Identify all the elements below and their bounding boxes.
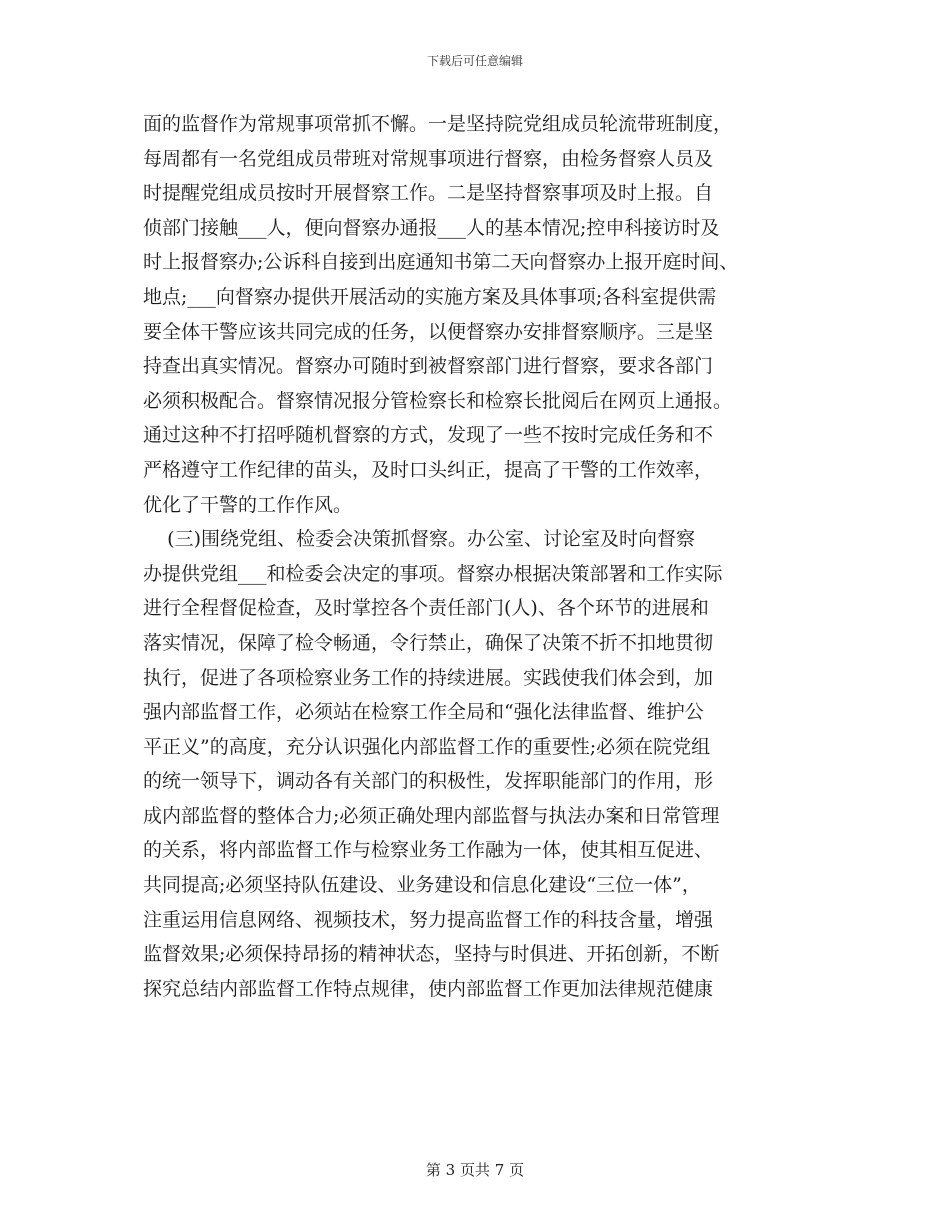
body-text	[143, 107, 808, 1006]
text-line: 进行全程督促检查，及时掌控各个责任部门(人)、各个环节的进展和	[143, 597, 709, 620]
text-line: 必须积极配合。督察情况报分管检察长和检察长批阅后在网页上通报。	[143, 389, 733, 412]
text-line: 办提供党组___和检委会决定的事项。督察办根据决策部署和工作实际	[143, 562, 723, 585]
page-number: 第 3 页共 7 页	[425, 1161, 525, 1179]
text-line: 探究总结内部监督工作特点规律，使内部监督工作更加法律规范健康	[143, 977, 714, 1000]
text-line: (三)围绕党组、检委会决策抓督察。办公室、讨论室及时向督察	[143, 528, 695, 551]
text-line: 严格遵守工作纪律的苗头，及时口头纠正，提高了干警的工作效率，	[143, 458, 714, 481]
text-line: 时上报督察办;公诉科自接到出庭通知书第二天向督察办上报开庭时间、	[143, 251, 739, 274]
text-line: 通过这种不打招呼随机督察的方式，发现了一些不按时完成任务和不	[143, 424, 714, 447]
text-line: 地点;___向督察办提供开展活动的实施方案及具体事项;各科室提供需	[143, 285, 717, 308]
text-line: 平正义”的高度，充分认识强化内部监督工作的重要性;必须在院党组	[143, 735, 711, 758]
text-line: 强内部监督工作，必须站在检察工作全局和“强化法律监督、维护公	[143, 701, 704, 724]
text-line: 监督效果;必须保持昂扬的精神状态，坚持与时俱进、开拓创新，不断	[143, 943, 720, 966]
text-line: 共同提高;必须坚持队伍建设、业务建设和信息化建设“三位一体”，	[143, 874, 701, 897]
text-line: 的统一领导下，调动各有关部门的积极性，发挥职能部门的作用，形	[143, 770, 714, 793]
text-line: 优化了干警的工作作风。	[143, 493, 353, 516]
text-line: 的关系，将内部监督工作与检察业务工作融为一体，使其相互促进、	[143, 839, 714, 862]
header-note: 下载后可任意编辑	[426, 54, 523, 68]
text-line: 面的监督作为常规事项常抓不懈。一是坚持院党组成员轮流带班制度，	[143, 113, 733, 135]
text-line: 每周都有一名党组成员带班对常规事项进行督察，由检务督察人员及	[143, 147, 714, 170]
text-line: 持查出真实情况。督察办可随时到被督察部门进行督察，要求各部门	[143, 355, 714, 378]
text-line: 成内部监督的整体合力;必须正确处理内部监督与执法办案和日常管理	[143, 804, 720, 827]
text-line: 注重运用信息网络、视频技术，努力提高监督工作的科技含量，增强	[143, 908, 714, 931]
text-line: 要全体干警应该共同完成的任务，以便督察办安排督察顺序。三是坚	[143, 320, 714, 343]
text-line: 执行，促进了各项检察业务工作的持续进展。实践使我们体会到，加	[143, 666, 714, 689]
text-line: 侦部门接触___人，便向督察办通报___人的基本情况;控申科接访时及	[143, 216, 720, 239]
text-line: 落实情况，保障了检令畅通，令行禁止，确保了决策不折不扣地贯彻	[143, 631, 714, 654]
text-line: 时提醒党组成员按时开展督察工作。二是坚持督察事项及时上报。自	[143, 182, 714, 205]
